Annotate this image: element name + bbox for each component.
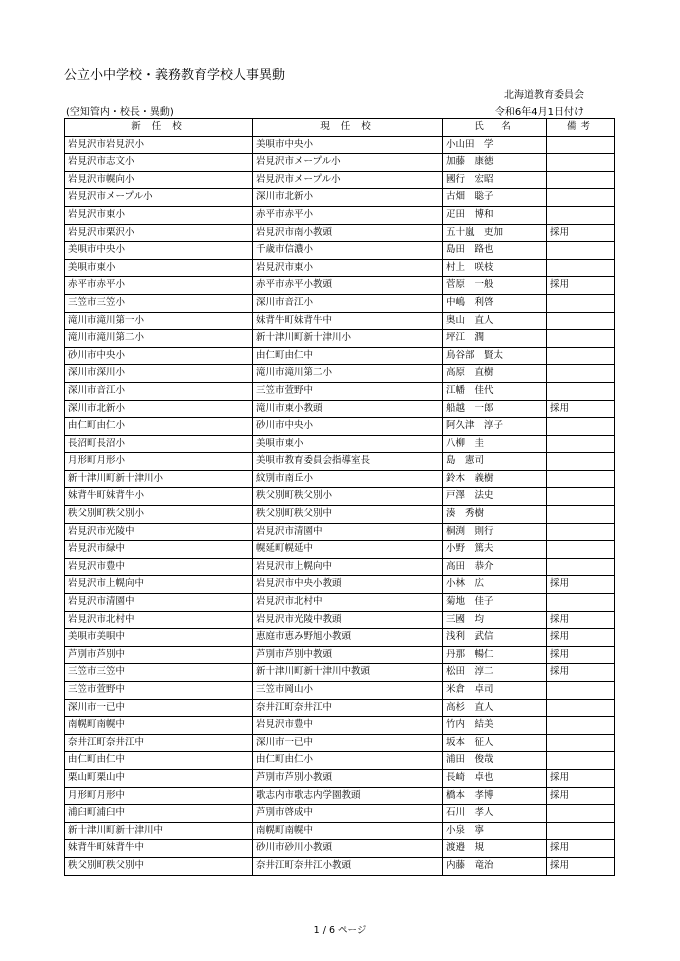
note-cell [547, 523, 615, 541]
name-cell: 島 憲司 [443, 453, 547, 471]
table-row [65, 558, 615, 576]
header-name: 氏 名 [443, 119, 547, 137]
name-cell: 小林 広 [443, 576, 547, 594]
note-cell [547, 154, 615, 172]
current-school-cell: 赤平市赤平小教頭 [253, 277, 443, 295]
note-cell: 採用 [547, 576, 615, 594]
current-school-cell: 岩見沢市メープル小 [253, 171, 443, 189]
table-row [65, 506, 615, 524]
table-header-row [65, 119, 615, 137]
note-cell [547, 312, 615, 330]
table-row [65, 523, 615, 541]
new-school-cell: 岩見沢市メープル小 [65, 189, 253, 207]
new-school-cell: 由仁町由仁小 [65, 418, 253, 436]
name-cell: 阿久津 淳子 [443, 418, 547, 436]
table-row [65, 717, 615, 735]
name-cell: 高杉 直人 [443, 699, 547, 717]
current-school-cell: 幌延町幌延中 [253, 541, 443, 559]
name-cell: 浦田 俊哉 [443, 752, 547, 770]
new-school-cell: 秩父別町秩父別中 [65, 857, 253, 875]
table-row [65, 805, 615, 823]
note-cell: 採用 [547, 629, 615, 647]
new-school-cell: 奈井江町奈井江中 [65, 734, 253, 752]
table-row [65, 470, 615, 488]
table-row [65, 594, 615, 612]
table-row [65, 682, 615, 700]
new-school-cell: 岩見沢市北村中 [65, 611, 253, 629]
name-cell: 五十嵐 吏加 [443, 224, 547, 242]
table-body [65, 136, 615, 875]
current-school-cell: 三笠市萱野中 [253, 382, 443, 400]
table-row [65, 312, 615, 330]
new-school-cell: 岩見沢市栗沢小 [65, 224, 253, 242]
note-cell [547, 822, 615, 840]
table-row [65, 611, 615, 629]
name-cell: 島田 路也 [443, 242, 547, 260]
table-row [65, 259, 615, 277]
note-cell [547, 365, 615, 383]
new-school-cell: 浦臼町浦臼中 [65, 805, 253, 823]
current-school-cell: 芦別市芦別小教頭 [253, 769, 443, 787]
current-school-cell: 新十津川町新十津川中教頭 [253, 664, 443, 682]
current-school-cell: 妹背牛町妹背牛中 [253, 312, 443, 330]
table-row [65, 699, 615, 717]
table-row [65, 224, 615, 242]
new-school-cell: 深川市音江小 [65, 382, 253, 400]
note-cell: 採用 [547, 224, 615, 242]
table-row [65, 488, 615, 506]
current-school-cell: 砂川市砂川小教頭 [253, 840, 443, 858]
name-cell: 加藤 康徳 [443, 154, 547, 172]
name-cell: 菅原 一般 [443, 277, 547, 295]
current-school-cell: 岩見沢市東小 [253, 259, 443, 277]
name-cell: 三國 均 [443, 611, 547, 629]
table-row [65, 822, 615, 840]
table-row [65, 787, 615, 805]
table-row [65, 277, 615, 295]
note-cell [547, 206, 615, 224]
name-cell: 橋本 孝博 [443, 787, 547, 805]
current-school-cell: 岩見沢市清園中 [253, 523, 443, 541]
new-school-cell: 三笠市萱野中 [65, 682, 253, 700]
current-school-cell: 深川市音江小 [253, 294, 443, 312]
name-cell: 小野 篤夫 [443, 541, 547, 559]
new-school-cell: 妹背牛町妹背牛中 [65, 840, 253, 858]
new-school-cell: 新十津川町新十津川小 [65, 470, 253, 488]
current-school-cell: 紋別市南丘小 [253, 470, 443, 488]
new-school-cell: 岩見沢市岩見沢小 [65, 136, 253, 154]
new-school-cell: 滝川市滝川第二小 [65, 330, 253, 348]
table-row [65, 541, 615, 559]
note-cell: 採用 [547, 769, 615, 787]
new-school-cell: 南幌町南幌中 [65, 717, 253, 735]
current-school-cell: 歌志内市歌志内学園教頭 [253, 787, 443, 805]
current-school-cell: 赤平市赤平小 [253, 206, 443, 224]
note-cell [547, 699, 615, 717]
current-school-cell: 新十津川町新十津川小 [253, 330, 443, 348]
current-school-cell: 深川市北新小 [253, 189, 443, 207]
name-cell: 竹内 結美 [443, 717, 547, 735]
current-school-cell: 美唄市中央小 [253, 136, 443, 154]
current-school-cell: 恵庭市恵み野旭小教頭 [253, 629, 443, 647]
page-number: 1 / 6 ページ [313, 925, 367, 936]
note-cell [547, 347, 615, 365]
name-cell: 菊地 佳子 [443, 594, 547, 612]
new-school-cell: 三笠市三笠中 [65, 664, 253, 682]
new-school-cell: 岩見沢市志文小 [65, 154, 253, 172]
note-cell [547, 805, 615, 823]
table-row [65, 752, 615, 770]
table-row [65, 840, 615, 858]
note-cell [547, 189, 615, 207]
new-school-cell: 新十津川町新十津川中 [65, 822, 253, 840]
name-cell: 桐渕 則行 [443, 523, 547, 541]
table-row [65, 857, 615, 875]
table-row [65, 154, 615, 172]
current-school-cell: 滝川市滝川第二小 [253, 365, 443, 383]
note-cell [547, 752, 615, 770]
note-cell [547, 470, 615, 488]
name-cell: 湊 秀樹 [443, 506, 547, 524]
current-school-cell: 美唄市東小 [253, 435, 443, 453]
new-school-cell: 月形町月形小 [65, 453, 253, 471]
new-school-cell: 妹背牛町妹背牛小 [65, 488, 253, 506]
note-cell [547, 382, 615, 400]
name-cell: 丹那 暢仁 [443, 646, 547, 664]
current-school-cell: 砂川市中央小 [253, 418, 443, 436]
current-school-cell: 岩見沢市中央小教頭 [253, 576, 443, 594]
name-cell: 石川 孝人 [443, 805, 547, 823]
name-cell: 船越 一郎 [443, 400, 547, 418]
current-school-cell: 滝川市東小教頭 [253, 400, 443, 418]
new-school-cell: 栗山町栗山中 [65, 769, 253, 787]
note-cell [547, 453, 615, 471]
current-school-cell: 秩父別町秩父別中 [253, 506, 443, 524]
new-school-cell: 砂川市中央小 [65, 347, 253, 365]
note-cell [547, 558, 615, 576]
table-row [65, 382, 615, 400]
name-cell: 江幡 佳代 [443, 382, 547, 400]
note-cell [547, 418, 615, 436]
current-school-cell: 三笠市岡山小 [253, 682, 443, 700]
current-school-cell: 芦別市芦別中教頭 [253, 646, 443, 664]
note-cell: 採用 [547, 611, 615, 629]
note-cell: 採用 [547, 857, 615, 875]
note-cell: 採用 [547, 664, 615, 682]
table-row [65, 242, 615, 260]
current-school-cell: 深川市一已中 [253, 734, 443, 752]
table-row [65, 646, 615, 664]
name-cell: 高原 直樹 [443, 365, 547, 383]
name-cell: 内藤 竜治 [443, 857, 547, 875]
name-cell: 八柳 圭 [443, 435, 547, 453]
name-cell: 松田 淳二 [443, 664, 547, 682]
name-cell: 長崎 卓也 [443, 769, 547, 787]
name-cell: 村上 咲枝 [443, 259, 547, 277]
name-cell: 渡邉 規 [443, 840, 547, 858]
note-cell [547, 435, 615, 453]
name-cell: 米倉 卓司 [443, 682, 547, 700]
page-title: 公立小中学校・義務教育学校人事異動 [64, 68, 286, 83]
new-school-cell: 長沼町長沼小 [65, 435, 253, 453]
table-row [65, 365, 615, 383]
new-school-cell: 芦別市芦別中 [65, 646, 253, 664]
name-cell: 坂本 征人 [443, 734, 547, 752]
table-row [65, 347, 615, 365]
new-school-cell: 由仁町由仁中 [65, 752, 253, 770]
new-school-cell: 岩見沢市清園中 [65, 594, 253, 612]
table-row [65, 664, 615, 682]
note-cell [547, 541, 615, 559]
new-school-cell: 岩見沢市東小 [65, 206, 253, 224]
name-cell: 小泉 寧 [443, 822, 547, 840]
current-school-cell: 美唄市教育委員会指導室長 [253, 453, 443, 471]
current-school-cell: 由仁町由仁小 [253, 752, 443, 770]
table-row [65, 769, 615, 787]
note-cell [547, 259, 615, 277]
new-school-cell: 滝川市滝川第一小 [65, 312, 253, 330]
name-cell: 小山田 学 [443, 136, 547, 154]
current-school-cell: 千歳市信濃小 [253, 242, 443, 260]
name-cell: 中嶋 利啓 [443, 294, 547, 312]
new-school-cell: 岩見沢市緑中 [65, 541, 253, 559]
header-note: 備考 [547, 119, 615, 137]
table-row [65, 629, 615, 647]
note-cell: 採用 [547, 277, 615, 295]
table-row [65, 206, 615, 224]
current-school-cell: 奈井江町奈井江中 [253, 699, 443, 717]
name-cell: 戸澤 法史 [443, 488, 547, 506]
table-row [65, 734, 615, 752]
current-school-cell: 由仁町由仁中 [253, 347, 443, 365]
current-school-cell: 岩見沢市メープル小 [253, 154, 443, 172]
note-cell [547, 594, 615, 612]
name-cell: 高田 恭介 [443, 558, 547, 576]
current-school-cell: 岩見沢市光陵中教頭 [253, 611, 443, 629]
new-school-cell: 三笠市三笠小 [65, 294, 253, 312]
new-school-cell: 岩見沢市光陵中 [65, 523, 253, 541]
note-cell [547, 171, 615, 189]
header-current-school: 現 任 校 [253, 119, 443, 137]
current-school-cell: 奈井江町奈井江小教頭 [253, 857, 443, 875]
current-school-cell: 岩見沢市北村中 [253, 594, 443, 612]
new-school-cell: 美唄市美唄中 [65, 629, 253, 647]
current-school-cell: 芦別市啓成中 [253, 805, 443, 823]
name-cell: 鈴木 義樹 [443, 470, 547, 488]
new-school-cell: 岩見沢市豊中 [65, 558, 253, 576]
new-school-cell: 岩見沢市上幌向中 [65, 576, 253, 594]
current-school-cell: 南幌町南幌中 [253, 822, 443, 840]
new-school-cell: 秩父別町秩父別小 [65, 506, 253, 524]
new-school-cell: 深川市一已中 [65, 699, 253, 717]
note-cell [547, 506, 615, 524]
table-row [65, 136, 615, 154]
name-cell: 古畑 聡子 [443, 189, 547, 207]
note-cell [547, 294, 615, 312]
table-row [65, 418, 615, 436]
table-row [65, 330, 615, 348]
note-cell: 採用 [547, 840, 615, 858]
name-cell: 奥山 直人 [443, 312, 547, 330]
new-school-cell: 赤平市赤平小 [65, 277, 253, 295]
note-cell: 採用 [547, 400, 615, 418]
name-cell: 坪江 潤 [443, 330, 547, 348]
table-row [65, 400, 615, 418]
personnel-table [64, 118, 615, 876]
current-school-cell: 岩見沢市豊中 [253, 717, 443, 735]
name-cell: 鳥谷部 賢太 [443, 347, 547, 365]
name-cell: 國行 宏昭 [443, 171, 547, 189]
issuing-organization: 北海道教育委員会 [504, 90, 584, 101]
table-row [65, 189, 615, 207]
note-cell [547, 682, 615, 700]
note-cell [547, 734, 615, 752]
current-school-cell: 岩見沢市上幌向中 [253, 558, 443, 576]
note-cell [547, 488, 615, 506]
table-row [65, 435, 615, 453]
new-school-cell: 岩見沢市幌向小 [65, 171, 253, 189]
new-school-cell: 美唄市中央小 [65, 242, 253, 260]
new-school-cell: 月形町月形中 [65, 787, 253, 805]
note-cell: 採用 [547, 787, 615, 805]
current-school-cell: 秩父別町秩父別小 [253, 488, 443, 506]
table-row [65, 576, 615, 594]
note-cell [547, 330, 615, 348]
new-school-cell: 美唄市東小 [65, 259, 253, 277]
table-row [65, 171, 615, 189]
note-cell [547, 242, 615, 260]
current-school-cell: 岩見沢市南小教頭 [253, 224, 443, 242]
name-cell: 浅利 武信 [443, 629, 547, 647]
table-row [65, 294, 615, 312]
note-cell [547, 717, 615, 735]
note-cell: 採用 [547, 646, 615, 664]
region-note: (空知管内・校長・異動) [66, 107, 174, 118]
effective-date: 令和6年4月1日付け [494, 107, 584, 118]
table-row [65, 453, 615, 471]
note-cell [547, 136, 615, 154]
new-school-cell: 深川市北新小 [65, 400, 253, 418]
name-cell: 疋田 博和 [443, 206, 547, 224]
new-school-cell: 深川市深川小 [65, 365, 253, 383]
header-new-school: 新 任 校 [65, 119, 253, 137]
